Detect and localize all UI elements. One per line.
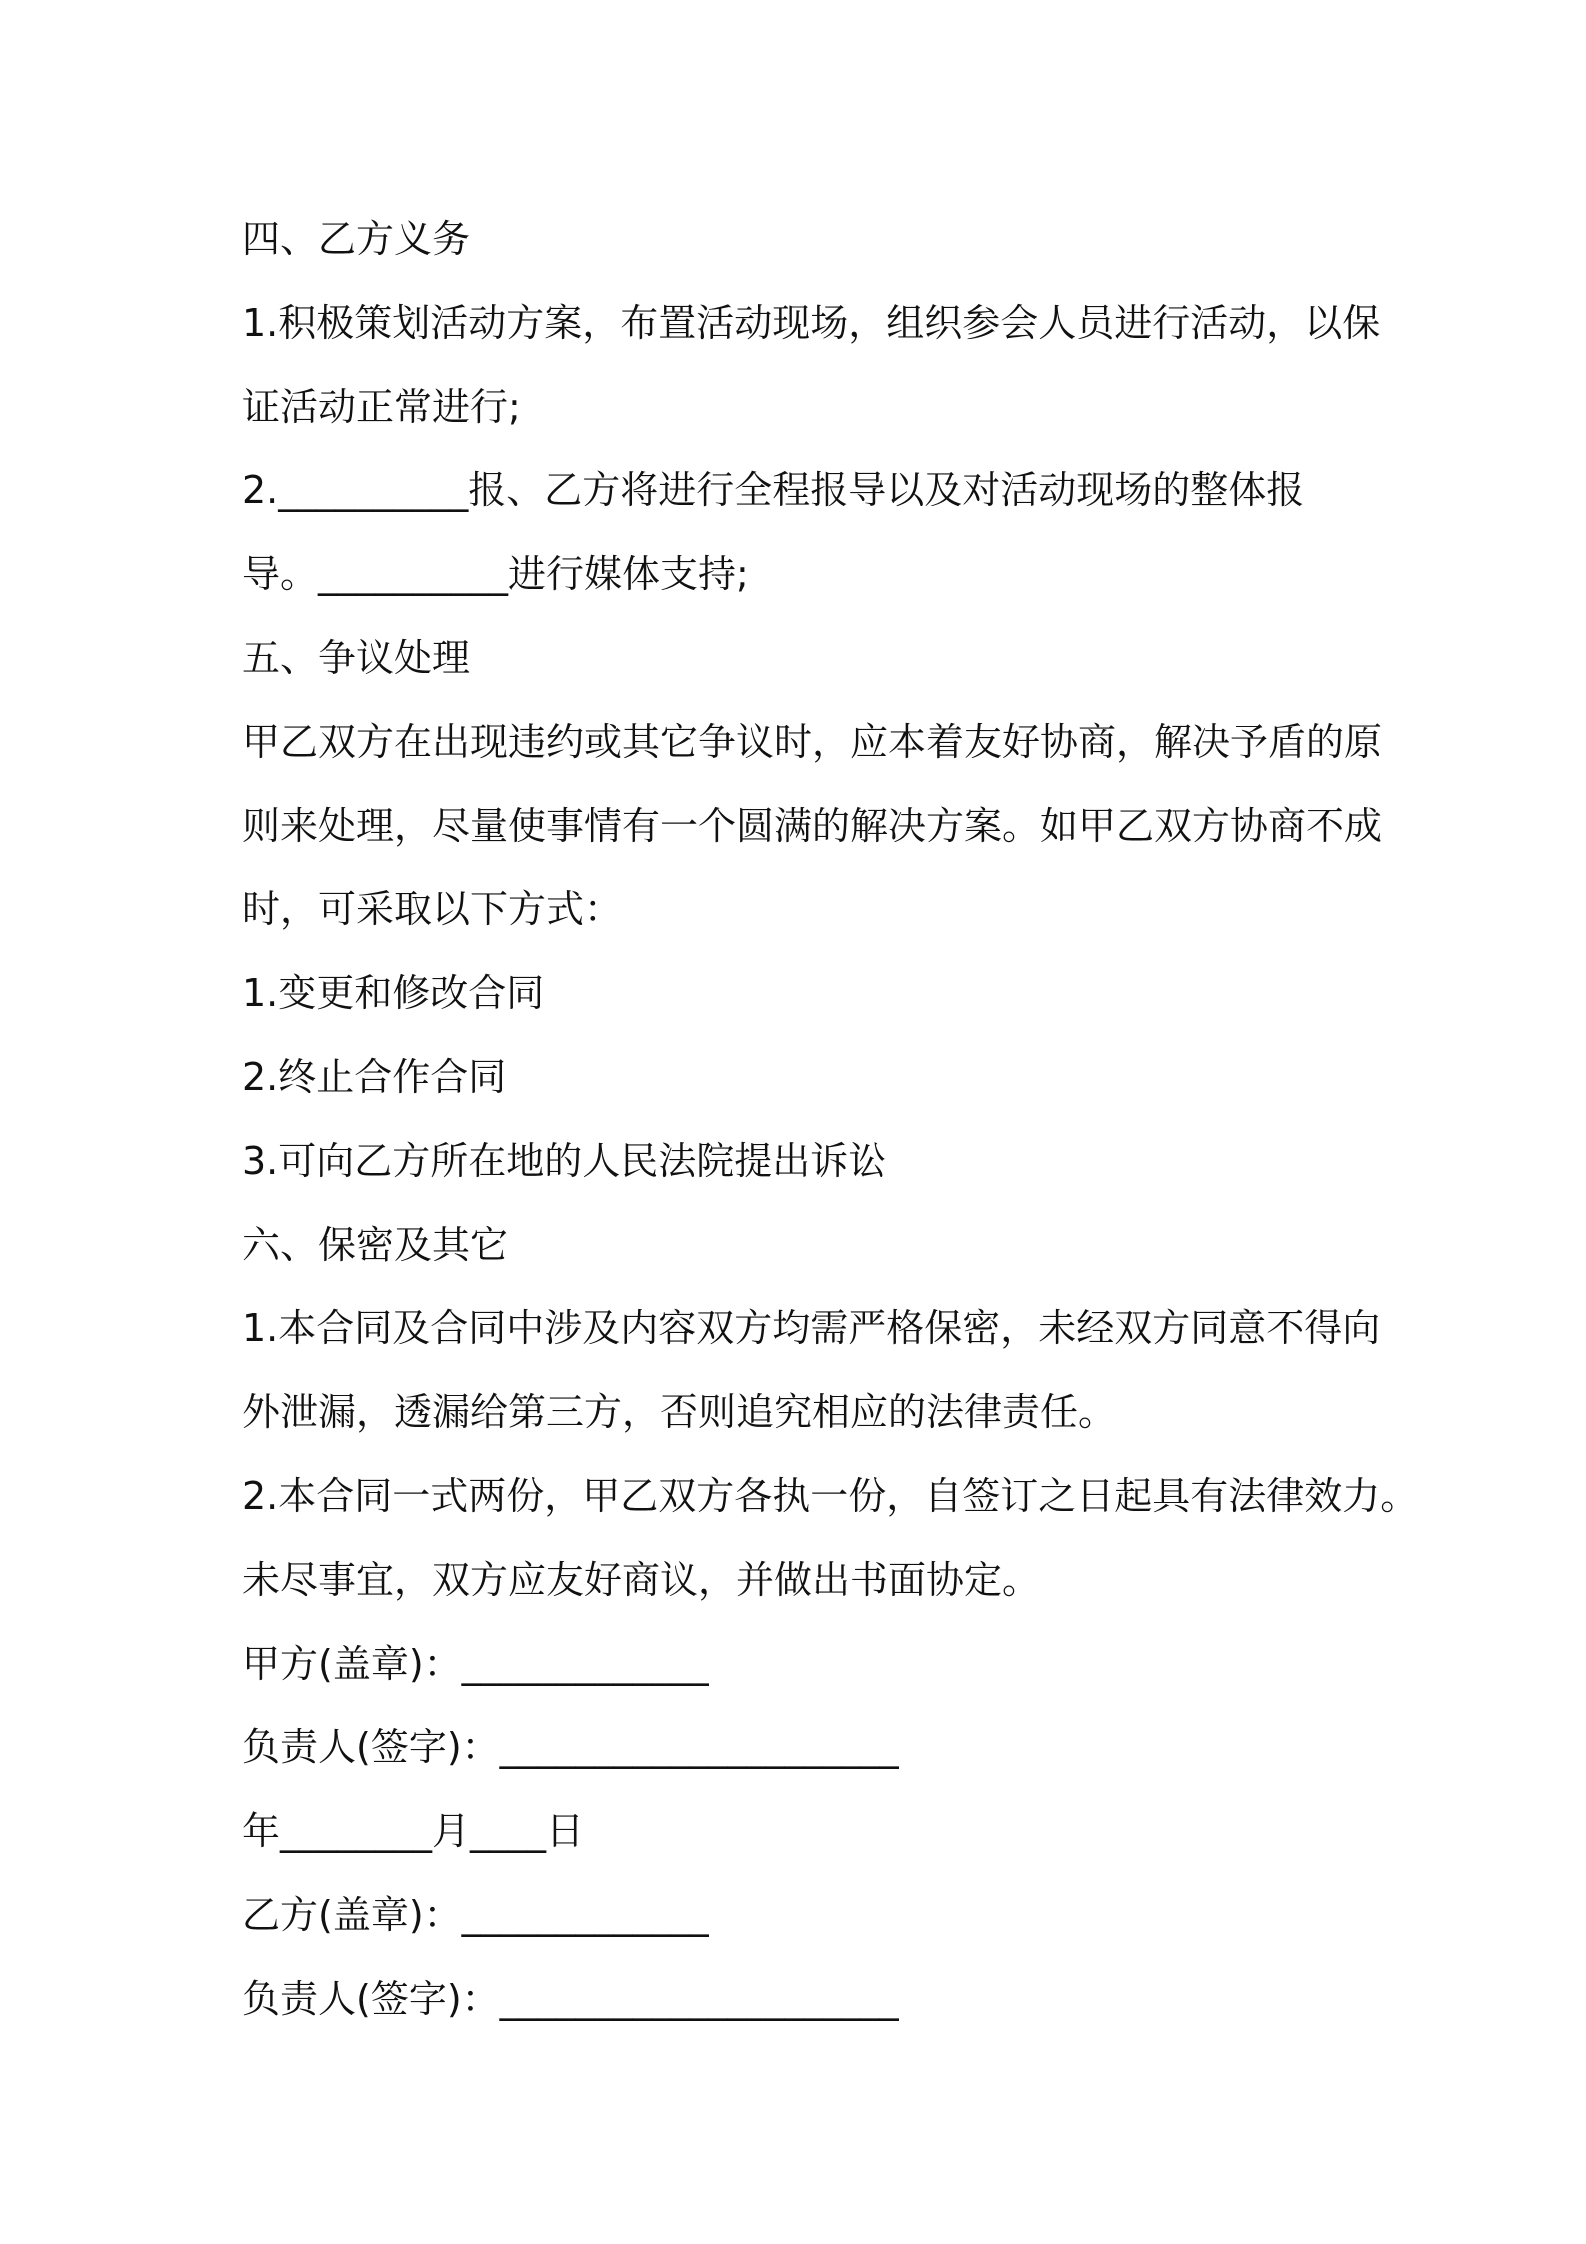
list-item: 1.变更和修改合同: [242, 971, 545, 1016]
paragraph-line: 1.积极策划活动方案，布置活动现场，组织参会人员进行活动，以保: [242, 300, 1381, 345]
list-item: 2.终止合作合同: [242, 1054, 507, 1099]
section-heading-confidentiality: 六、保密及其它: [242, 1222, 509, 1267]
signature-party-b-representative: 负责人(签字)：_____________________: [242, 1976, 899, 2021]
signature-party-a-seal: 甲方(盖章)：_____________: [242, 1641, 709, 1686]
section-heading-party-b-obligations: 四、乙方义务: [242, 217, 471, 261]
paragraph-line: 则来处理，尽量使事情有一个圆满的解决方案。如甲乙双方协商不成: [242, 803, 1383, 848]
paragraph-line: 导。__________进行媒体支持;: [242, 552, 749, 597]
paragraph-line: 1.本合同及合同中涉及内容双方均需严格保密，未经双方同意不得向: [242, 1306, 1381, 1351]
signature-party-b-seal: 乙方(盖章)：_____________: [242, 1892, 709, 1937]
paragraph-line: 未尽事宜，双方应友好商议，并做出书面协定。: [242, 1557, 1041, 1602]
paragraph-line: 外泄漏，透漏给第三方，否则追究相应的法律责任。: [242, 1390, 1117, 1435]
paragraph-line: 2.__________报、乙方将进行全程报导以及对活动现场的整体报: [242, 468, 1305, 513]
paragraph-line: 时，可采取以下方式：: [242, 887, 623, 932]
signature-date: 年________月____日: [242, 1809, 585, 1854]
section-heading-dispute-resolution: 五、争议处理: [242, 635, 471, 680]
signature-party-a-representative: 负责人(签字)：_____________________: [242, 1725, 899, 1770]
document-body: [242, 198, 1419, 2042]
paragraph-line: 证活动正常进行;: [242, 384, 521, 429]
list-item: 3.可向乙方所在地的人民法院提出诉讼: [242, 1138, 887, 1183]
paragraph-line: 甲乙双方在出现违约或其它争议时，应本着友好协商，解决予盾的原: [242, 719, 1383, 764]
paragraph-line: 2.本合同一式两份，甲乙双方各执一份，自签订之日起具有法律效力。: [242, 1473, 1419, 1518]
